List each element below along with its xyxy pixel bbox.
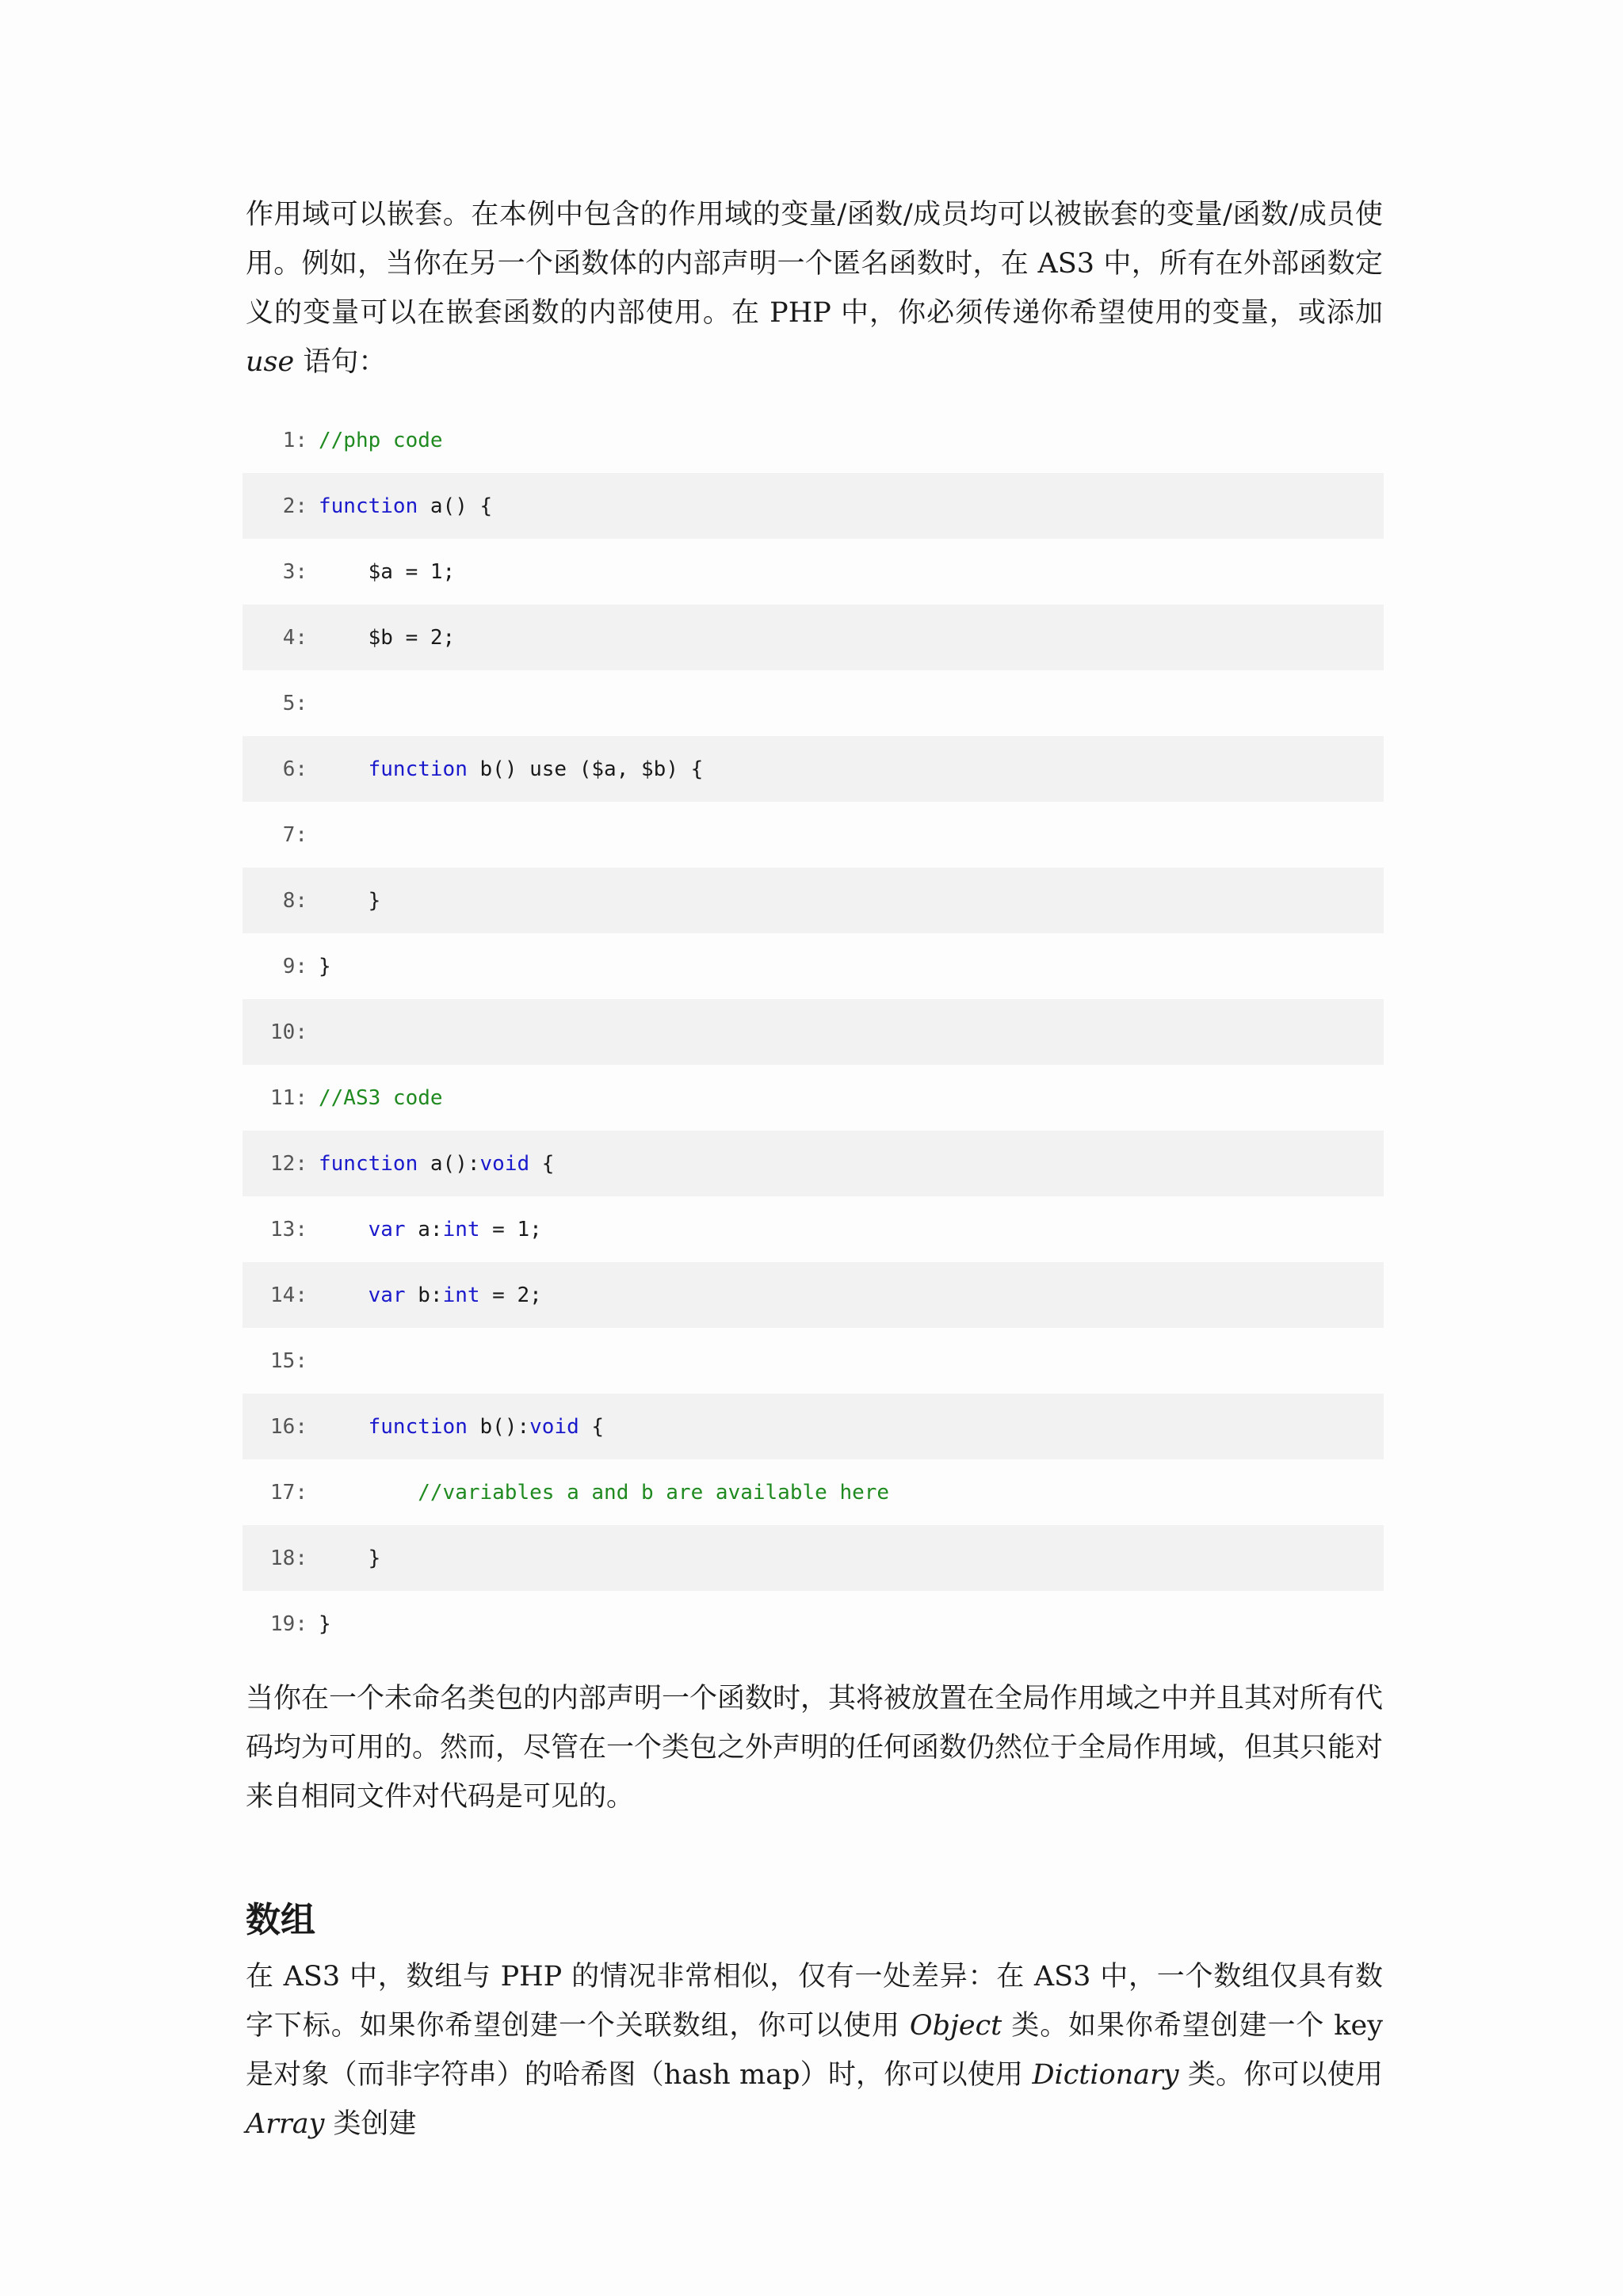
- code-keyword: function: [319, 1151, 418, 1176]
- code-text: a:: [405, 1217, 443, 1241]
- code-source: [307, 560, 455, 584]
- code-text: }: [319, 888, 381, 913]
- code-text: [319, 1481, 418, 1505]
- code-line: [242, 1262, 1384, 1328]
- line-number: 14:: [270, 1283, 307, 1307]
- code-line: [242, 1459, 1384, 1525]
- code-line: [242, 407, 1384, 473]
- code-source: [307, 1152, 554, 1176]
- code-text: }: [319, 1546, 381, 1570]
- code-text: }: [319, 1611, 331, 1636]
- code-text: $a = 1;: [319, 559, 456, 584]
- arrays-paragraph: [246, 1952, 1383, 2149]
- code-block: [242, 407, 1384, 1657]
- code-keyword: function: [319, 494, 418, 518]
- code-source: [307, 757, 703, 781]
- code-comment: //php code: [319, 428, 443, 452]
- line-number: 6:: [282, 757, 307, 781]
- line-number: 18:: [270, 1546, 307, 1570]
- code-line: [242, 1328, 1384, 1394]
- code-text: a():: [418, 1151, 480, 1176]
- text-run: 类。如果你希望创建一个 key 是对象（而非字符串）的哈希图（hash map）时，你可以使用: [246, 2010, 1383, 2091]
- code-line: [242, 933, 1384, 999]
- line-number: 1:: [282, 428, 307, 452]
- line-number: 5:: [282, 691, 307, 715]
- code-text: [319, 1283, 369, 1307]
- line-number: 4:: [282, 625, 307, 650]
- code-line: [242, 1196, 1384, 1262]
- line-number: 12:: [270, 1151, 307, 1176]
- code-source: [307, 626, 455, 650]
- code-text: b:: [405, 1283, 443, 1307]
- document-page: [246, 190, 1383, 2149]
- code-line: [242, 736, 1384, 802]
- code-line: [242, 670, 1384, 736]
- code-text: {: [579, 1414, 605, 1439]
- code-source: [307, 889, 380, 913]
- code-source: [307, 1612, 331, 1636]
- code-line: [242, 1065, 1384, 1131]
- code-text: = 2;: [479, 1283, 542, 1307]
- text-run: 类。你可以使用: [1178, 2059, 1383, 2091]
- section-heading-arrays: 数组: [246, 1900, 315, 1940]
- code-line: [242, 1394, 1384, 1459]
- code-line: [242, 473, 1384, 539]
- line-number: 19:: [270, 1611, 307, 1636]
- text-run: 语句：: [294, 346, 387, 378]
- italic-term: Object: [909, 2010, 1002, 2042]
- line-number: 11:: [270, 1085, 307, 1110]
- line-number: 8:: [282, 888, 307, 913]
- code-line: [242, 1591, 1384, 1657]
- text-run: 作用域可以嵌套。在本例中包含的作用域的变量/函数/成员均可以被嵌套的变量/函数/成员使用。例如，当你在另一个函数体的内部声明一个匿名函数时，在 AS3 中，所有在外部函数定义的变量可以在嵌套函数的内部使用。在 PHP 中，你必须传递你希望使用的变量，或添加: [246, 199, 1383, 329]
- code-text: $b = 2;: [319, 625, 456, 650]
- code-source: [307, 494, 492, 518]
- line-number: 9:: [282, 954, 307, 978]
- code-source: [307, 1283, 542, 1307]
- code-line: [242, 1525, 1384, 1591]
- line-number: 3:: [282, 559, 307, 584]
- code-source: [307, 955, 331, 978]
- code-keyword: var: [368, 1283, 406, 1307]
- code-line: [242, 605, 1384, 670]
- code-source: [307, 1086, 443, 1110]
- italic-term: Array: [246, 2108, 325, 2140]
- code-keyword: function: [368, 1414, 468, 1439]
- code-line: [242, 868, 1384, 933]
- code-text: = 1;: [479, 1217, 542, 1241]
- line-number: 15:: [270, 1348, 307, 1373]
- code-text: b() use ($a, $b) {: [467, 757, 704, 781]
- code-line: [242, 539, 1384, 605]
- code-source: [307, 1481, 889, 1505]
- code-text: a() {: [418, 494, 493, 518]
- code-source: [307, 1415, 604, 1439]
- code-source: [307, 1218, 542, 1241]
- code-line: [242, 1131, 1384, 1196]
- code-line: [242, 802, 1384, 868]
- line-number: 13:: [270, 1217, 307, 1241]
- line-number: 16:: [270, 1414, 307, 1439]
- italic-term: use: [246, 346, 295, 378]
- global-scope-paragraph: 当你在一个未命名类包的内部声明一个函数时，其将被放置在全局作用域之中并且其对所有代码均为可用的。然而，尽管在一个类包之外声明的任何函数仍然位于全局作用域，但其只能对来自相同文件对代码是可见的。: [246, 1683, 1384, 1813]
- code-text: {: [529, 1151, 555, 1176]
- code-comment: //variables a and b are available here: [418, 1480, 890, 1505]
- code-text: }: [319, 954, 331, 978]
- code-text: b():: [467, 1414, 530, 1439]
- code-line: [242, 999, 1384, 1065]
- code-source: [307, 429, 443, 452]
- line-number: 7:: [282, 822, 307, 847]
- text-run: 在 AS3 中，数组与 PHP 的情况非常相似，仅有一处差异：在 AS3 中，一个数组仅具有数字下标。如果你希望创建一个关联数组，你可以使用: [246, 1961, 1383, 2042]
- line-number: 17:: [270, 1480, 307, 1505]
- code-text: [319, 757, 369, 781]
- code-text: [319, 1415, 369, 1439]
- code-keyword: var: [368, 1217, 406, 1241]
- text-run: 类创建: [324, 2108, 417, 2140]
- code-text: [319, 1218, 369, 1241]
- code-comment: //AS3 code: [319, 1085, 443, 1110]
- line-number: 2:: [282, 494, 307, 518]
- code-keyword: int: [442, 1283, 480, 1307]
- line-number: 10:: [270, 1020, 307, 1044]
- code-keyword: void: [529, 1414, 579, 1439]
- code-keyword: int: [442, 1217, 480, 1241]
- italic-term: Dictionary: [1032, 2059, 1179, 2091]
- code-source: [307, 1547, 380, 1570]
- intro-paragraph: [246, 190, 1383, 387]
- code-keyword: void: [479, 1151, 530, 1176]
- code-keyword: function: [368, 757, 468, 781]
